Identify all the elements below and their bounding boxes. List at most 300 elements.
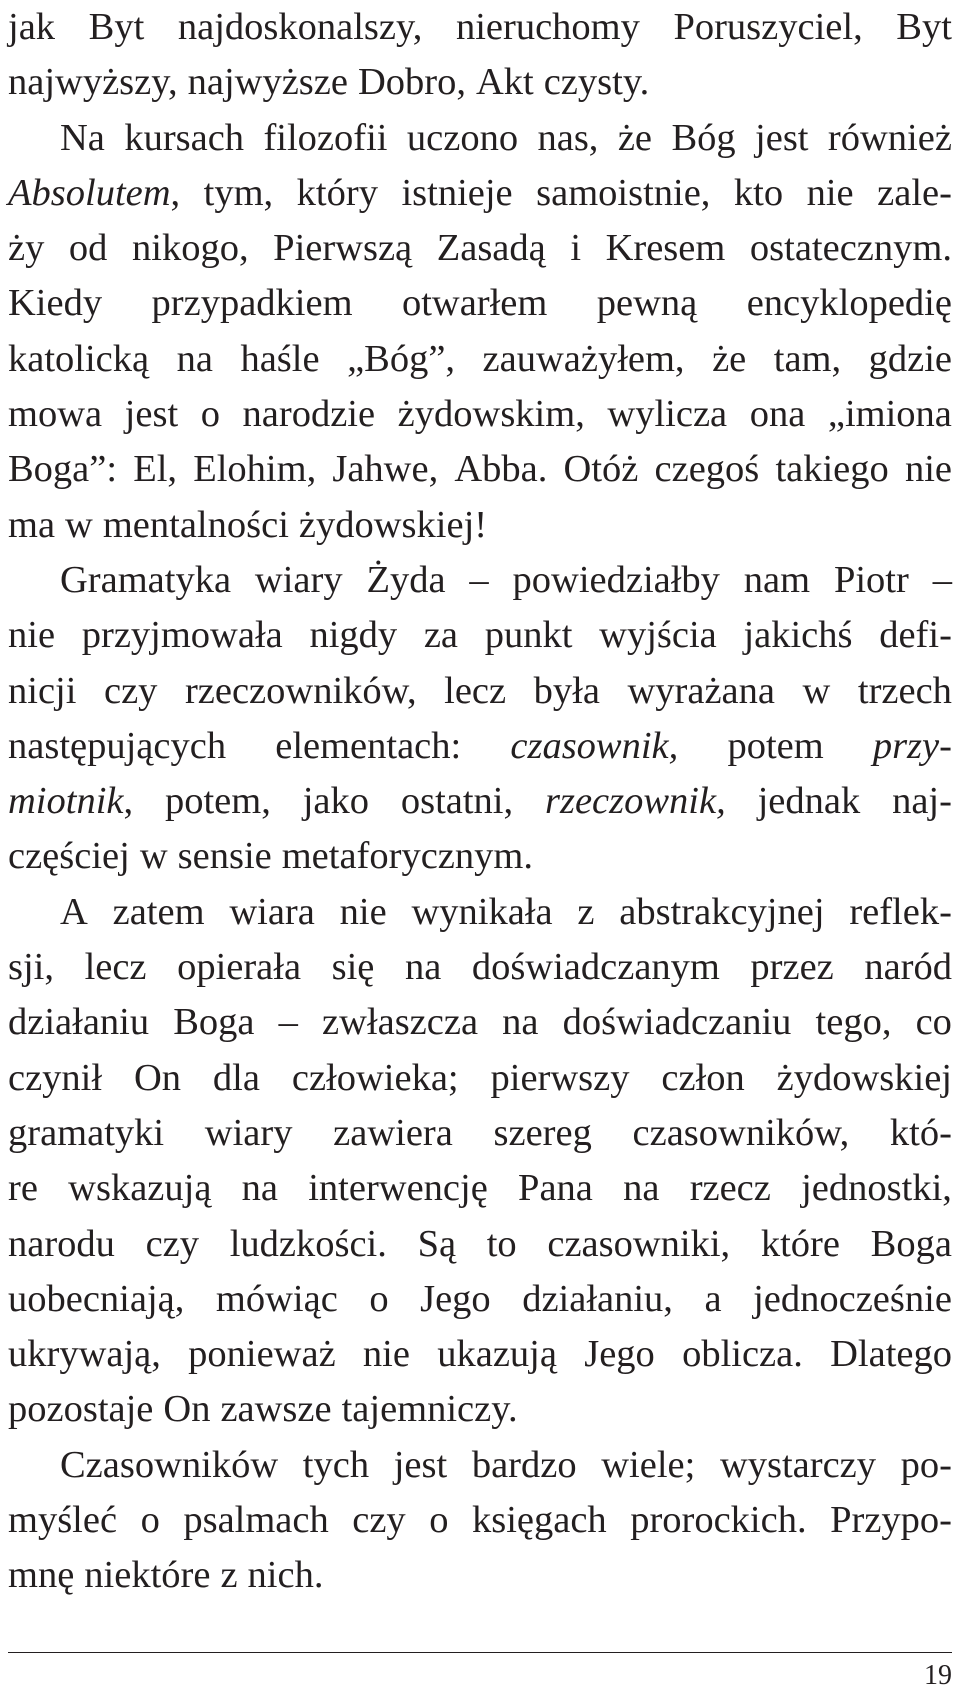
word-text: samoistnie, [536,171,711,214]
word [275,719,461,774]
text-line [8,498,952,553]
word [661,1051,744,1106]
word [8,1217,115,1272]
italic-word: przy- [872,724,952,767]
word-text: zauważyłem, [482,337,685,380]
word [8,276,102,331]
text-line [8,1382,952,1437]
word-text: w [139,835,168,878]
word-text: Boga”: [8,448,118,491]
word [864,940,952,995]
text-line [8,442,952,497]
word-text: interwencję [308,1167,488,1210]
word-text: na [241,1167,278,1210]
word-text: Żyda [366,558,446,601]
word [369,1272,388,1327]
word [230,1217,387,1272]
word-text: On [163,1388,211,1431]
word-text: nie [8,614,56,657]
word [201,387,220,442]
word [877,166,952,221]
text-line [8,664,952,719]
word [297,166,378,221]
word-text: jest [755,116,809,159]
word [750,221,952,276]
word [879,608,952,663]
word-text: czysty. [543,61,650,104]
word-text: wyrażana [627,669,775,712]
word-text: haśle [240,337,320,380]
word [178,829,272,884]
word [188,55,348,110]
text-line [8,553,952,608]
word [916,995,952,1050]
word [60,1438,278,1493]
word-text: jest [124,393,179,436]
word-text: re [8,1167,38,1210]
italic-word: Absolutem [8,171,171,214]
word-text: Akt [475,61,534,104]
word-text: po- [900,1443,952,1486]
text-line [8,885,952,940]
word-text: czynił [8,1056,103,1099]
word [633,1106,850,1161]
word [340,885,387,940]
word-text: Otóż [563,448,639,491]
word-text: – [278,1001,298,1044]
word [655,442,760,497]
word-text: któ- [889,1111,952,1154]
word [213,1051,260,1106]
word-text: nie [806,171,854,214]
word-text: częściej [8,835,130,878]
word [8,221,44,276]
word [89,0,145,55]
word-text: czy [145,1222,200,1265]
word [502,995,538,1050]
word [547,1217,730,1272]
word [627,664,774,719]
word-text: lecz [84,946,147,989]
word [394,1438,447,1493]
word [704,1272,721,1327]
word-text: o [140,1499,160,1542]
word [165,774,271,829]
word-text: który [296,171,378,214]
word [8,995,149,1050]
word [8,940,54,995]
word-text: ona [749,393,806,436]
word-text: mowa [8,393,103,436]
word-text: katolicką [8,337,150,380]
word-text: wylicza [607,393,728,436]
text-line [8,1327,952,1382]
word-text: ostatni, [400,780,514,823]
word-text: On [133,1056,182,1099]
word-text: zwłaszcza [322,1001,479,1044]
text-line [8,608,952,663]
word [366,553,445,608]
word-text: punkt [484,614,573,657]
word [8,1382,153,1437]
word [60,885,88,940]
word-text: pozostaje [8,1388,154,1431]
word [712,332,746,387]
word-text: prorockich. [630,1499,807,1542]
word-text: Jego [420,1277,491,1320]
word [347,332,455,387]
word [858,664,952,719]
word-text: na [176,337,213,380]
word [564,442,639,497]
word [220,1382,331,1437]
word [216,1272,338,1327]
word [537,111,598,166]
word [510,719,678,774]
word-text: za [423,614,459,657]
text-line [8,1051,952,1106]
word [242,1161,278,1216]
word [816,995,892,1050]
word-text: wynikała [411,890,553,933]
word-text: tam, [773,337,842,380]
word [437,221,546,276]
text-line [8,1217,952,1272]
word [761,1217,840,1272]
word [456,0,640,55]
word [487,1217,517,1272]
word [178,0,423,55]
word-text: dla [212,1056,260,1099]
word [248,1548,324,1603]
word [163,1382,210,1437]
word [671,111,735,166]
word [60,553,231,608]
word-text: to [486,1222,517,1265]
word-text: Jahwe, [332,448,439,491]
word [727,719,823,774]
word-text: narodzie [242,393,376,436]
word-text: istnieje [401,171,513,214]
word [873,719,952,774]
word-text: była [533,669,600,712]
word-text: również [827,116,952,159]
word [830,1493,952,1548]
word-text: Pana [518,1167,593,1210]
word-text: potem [727,724,824,767]
word-text: ży [8,227,45,270]
word-text: z [220,1554,238,1597]
italic-word: czasownik, [510,724,679,767]
word-text: jak [8,6,56,48]
word [623,1161,659,1216]
italic-word: rzeczownik, [545,780,726,823]
text-line [8,995,952,1050]
word [8,1106,164,1161]
text-line [8,1493,952,1548]
word [401,774,513,829]
word-text: o [369,1277,389,1320]
word-text: opierała [177,946,302,989]
word [801,1161,952,1216]
text-line [8,940,952,995]
word-text: żydowskiej! [298,503,488,546]
word-text: „imiona [827,393,952,436]
word [472,1493,607,1548]
italic-word: miotnik [8,780,124,823]
word-text: zale- [877,171,952,214]
word-text: mnę [8,1554,75,1597]
word-text: Poruszyciel, [673,6,863,48]
word [183,1493,328,1548]
word [255,553,343,608]
word [103,498,289,553]
word [8,0,55,55]
word [8,498,55,553]
word [146,1217,199,1272]
text-line [8,1272,952,1327]
word [177,940,301,995]
text-line [8,1106,952,1161]
word-text: zawsze [220,1388,332,1431]
word [68,1161,211,1216]
word [429,1493,448,1548]
word [682,1327,803,1382]
text-line [8,0,952,55]
word [8,1272,184,1327]
word [193,442,316,497]
word-text: człon [661,1056,745,1099]
text-line [8,1548,952,1603]
word [630,1493,806,1548]
word-text: ponieważ [188,1333,336,1376]
word [113,885,205,940]
word [896,0,952,55]
word-text: gdzie [868,337,952,380]
word-text: wystarczy [719,1443,877,1486]
word [485,608,573,663]
word [469,553,488,608]
word [849,885,952,940]
word [545,774,726,829]
word-text: żydowskim, [397,393,585,436]
text-line [8,55,952,110]
word-text: sji, [8,946,55,989]
word-text: Elohim, [193,448,317,491]
word [8,719,226,774]
word-text: niektóre [84,1554,211,1597]
word-text: doświadczanym [471,946,720,989]
word [8,829,130,884]
word-text: narodu [8,1222,115,1265]
word [185,664,417,719]
word [673,0,862,55]
word [8,608,55,663]
word [204,166,274,221]
word [141,1493,160,1548]
word [8,442,117,497]
word-text: o [429,1499,449,1542]
word [544,55,649,110]
word [220,1548,237,1603]
text-line [8,221,952,276]
word [205,1106,293,1161]
word [358,55,466,110]
word [405,940,441,995]
word-text: doświadczaniu [562,1001,792,1044]
word-text: że [712,337,747,380]
word [8,166,180,221]
word-text: uczono [406,116,519,159]
word [536,166,710,221]
word-text: tego, [815,1001,892,1044]
word [229,885,315,940]
word-text: pierwszy [490,1056,630,1099]
word [807,166,854,221]
word-text: w [802,669,831,712]
word-text: wiary [204,1111,293,1154]
word [85,940,147,995]
word [420,1272,491,1327]
word [332,940,375,995]
word-text: jest [393,1443,448,1486]
word-text: przyjmowała [81,614,283,657]
word-text: potem, [164,780,271,823]
word [402,276,547,331]
word [744,553,810,608]
word-text: abstrakcyjnej [619,890,825,933]
word-text: mówiąc [215,1277,338,1320]
word-text: otwarłem [401,282,548,325]
word-text: o [200,393,220,436]
word [607,387,727,442]
word-text: które [760,1222,840,1265]
word [84,1548,210,1603]
word [577,885,594,940]
word [303,774,369,829]
word [8,1548,74,1603]
word [398,387,585,442]
word [472,940,720,995]
word [8,774,133,829]
word [774,332,841,387]
word-text: Abba. [454,448,548,491]
text-line [8,719,952,774]
word [522,1272,673,1327]
word-text: nie [362,1333,410,1376]
word [292,1051,459,1106]
word-text: najdoskonalszy, [177,6,423,48]
word-text: elementach: [275,724,462,767]
word-text: wiara [229,890,315,933]
word-text: kto [733,171,784,214]
word-text: rzeczowników, [184,669,417,712]
word [8,664,76,719]
word-text: czy [103,669,158,712]
word-text: tym, [203,171,274,214]
word-text: ukazują [437,1333,557,1376]
word [69,221,108,276]
word [755,111,808,166]
word [720,1438,876,1493]
word [892,774,952,829]
word-text: przypadkiem [151,282,353,325]
word-text: na [502,1001,539,1044]
word-text: jakichś [743,614,853,657]
text-line [8,276,952,331]
word [758,774,861,829]
word [332,442,438,497]
word [140,829,168,884]
word-text: wyjścia [599,614,717,657]
word-text: naród [864,946,952,989]
word-text: księgach [471,1499,607,1542]
word-text: takiego [775,448,889,491]
word-text: rzecz [689,1167,771,1210]
word [8,332,149,387]
word [869,332,952,387]
word [513,553,720,608]
text-line [8,166,952,221]
word-text: działaniu [8,1001,150,1044]
word [828,387,952,442]
word [606,221,726,276]
word-text: gramatyki [8,1111,165,1154]
word [299,498,487,553]
word [444,664,506,719]
word-text: Bóg [671,116,736,159]
word-text: wiele; [601,1443,696,1486]
text-line [8,1161,952,1216]
word-text: myśleć [8,1499,118,1542]
word [82,608,283,663]
word-text: ostatecznym. [749,227,952,270]
word [282,829,533,884]
word-text: na [404,946,442,989]
word-text: czy [352,1499,406,1542]
word-text: Piotr [833,558,909,601]
word [418,1217,457,1272]
word [472,1438,577,1493]
word-text: nie [339,890,387,933]
word-text: bardzo [471,1443,577,1486]
word [619,885,824,940]
word [753,1272,952,1327]
word [933,553,952,608]
word-text: Czasowników [60,1443,279,1486]
word [133,442,177,497]
word-text: encyklopedię [746,282,952,325]
word [60,111,105,166]
word [828,111,952,166]
word-text: Byt [88,6,145,48]
text-line [8,387,952,442]
word [599,608,717,663]
page-number: 19 [924,1660,952,1691]
word [570,221,581,276]
word [901,1438,952,1493]
word [240,332,319,387]
word [454,442,547,497]
word [104,664,157,719]
word [333,1106,453,1161]
word-text: czasowniki, [547,1222,731,1265]
word [342,1382,518,1437]
word-text: Dobro, [357,61,466,104]
word [734,166,783,221]
word-text: ludzkości. [229,1222,387,1265]
word [597,276,697,331]
